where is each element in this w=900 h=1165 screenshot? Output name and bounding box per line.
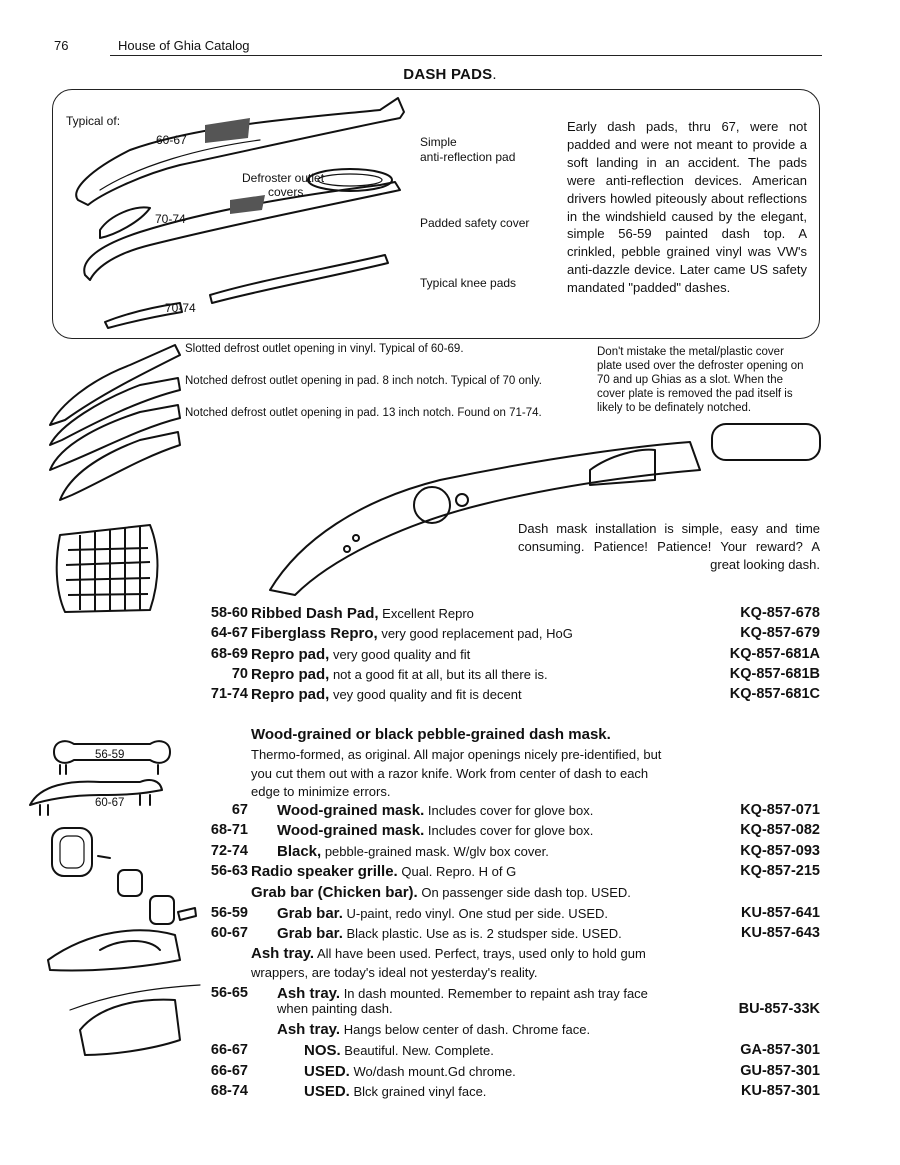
product-row-continued: when painting dash. BU-857-33K bbox=[277, 1001, 820, 1017]
ash-tray-hanging-heading: Ash tray. Hangs below center of dash. Chrome face. bbox=[277, 1021, 591, 1038]
defroster-label-line1: Defroster outlet bbox=[242, 171, 325, 185]
page-number: 76 bbox=[54, 38, 69, 53]
section-title: DASH PADS. bbox=[403, 66, 497, 83]
simple-label-line1: Simple bbox=[420, 135, 457, 149]
product-row: 68-69 Repro pad, very good quality and fit KQ-857-681A bbox=[210, 646, 820, 663]
product-row: 66-67 NOS. Beautiful. New. Complete. GA-857-301 bbox=[210, 1042, 820, 1059]
padded-label: Padded safety cover bbox=[420, 216, 530, 230]
product-row: 67 Wood-grained mask. Includes cover for glove box. KQ-857-071 bbox=[231, 802, 820, 819]
ash-tray-heading: Ash tray. All have been used. Perfect, trays, used only to hold gum wrappers, are today's ideal not yesterday's reality. bbox=[251, 945, 646, 980]
product-row: 58-60 Ribbed Dash Pad, Excellent Repro KQ-857-678 bbox=[210, 605, 820, 622]
product-row: 60-67 Grab bar. Black plastic. Use as is. 2 studsper side. USED. KU-857-643 bbox=[210, 925, 820, 942]
defrost-note-2: Notched defrost outlet opening in pad. 8 inch notch. Typical of 70 only. bbox=[185, 375, 542, 387]
intro-text: Early dash pads, thru 67, were not padded and were not meant to provide a soft landing in an accident. The pads were anti-reflection devices. American drivers howled piteously about reflections in the windshield caused by the elegant, simple 56-59 painted dash top. A crinkled, pebble grained vinyl was VW's anti-dazzle device. Later came US safety mandated "padded" dashes. bbox=[567, 119, 807, 296]
product-row: 56-59 Grab bar. U-paint, redo vinyl. One stud per side. USED. KU-857-641 bbox=[210, 905, 820, 922]
product-row: 72-74 Black, pebble-grained mask. W/glv box cover. KQ-857-093 bbox=[210, 843, 820, 860]
product-row: 71-74 Repro pad, vey good quality and fit is decent KQ-857-681C bbox=[210, 686, 820, 703]
product-row: 56-63 Radio speaker grille. Qual. Repro. H of G KQ-857-215 bbox=[210, 863, 820, 880]
mask-description: Thermo-formed, as original. All major openings nicely pre-identified, but you cut them out with a razor knife. Work from center of dash to each edge to minimize errors. bbox=[251, 747, 662, 799]
defrost-note-3: Notched defrost outlet opening in pad. 13 inch notch. Found on 71-74. bbox=[185, 407, 542, 419]
catalog-title: House of Ghia Catalog bbox=[118, 38, 250, 53]
product-row: 56-65 Ash tray. In dash mounted. Remember to repaint ash tray face bbox=[210, 985, 648, 1002]
knee-label: Typical knee pads bbox=[420, 276, 517, 290]
year-label-70-74-knee: 70-74 bbox=[165, 301, 196, 315]
product-row: 66-67 USED. Wo/dash mount.Gd chrome. GU-857-301 bbox=[210, 1063, 820, 1080]
typical-of-label: Typical of: bbox=[66, 114, 121, 128]
grab-bar-label-56-59: 56-59 bbox=[95, 749, 125, 761]
cover-plate-note: Don't mistake the metal/plastic cover plate used over the defroster opening on 70 and up Ghias as a slot. When the cover plate is removed the pad itself is likely to be definately notched. bbox=[597, 346, 804, 414]
grab-bar-label-60-67: 60-67 bbox=[95, 797, 125, 809]
defrost-note-1: Slotted defrost outlet opening in vinyl. Typical of 60-69. bbox=[185, 343, 464, 355]
year-label-60-67: 60-67 bbox=[156, 133, 187, 147]
year-label-70-74: 70-74 bbox=[155, 212, 186, 226]
product-row: 64-67 Fiberglass Repro, very good replacement pad, HoG KQ-857-679 bbox=[210, 625, 820, 642]
product-row: 68-71 Wood-grained mask. Includes cover for glove box. KQ-857-082 bbox=[210, 822, 820, 839]
mask-heading: Wood-grained or black pebble-grained dash mask. bbox=[251, 726, 611, 743]
installation-note: Dash mask installation is simple, easy and time consuming. Patience! Patience! Your reward? A great looking dash. bbox=[518, 521, 820, 572]
grab-bar-heading: Grab bar (Chicken bar). On passenger side dash top. USED. bbox=[251, 884, 631, 901]
product-row: 68-74 USED. Blck grained vinyl face. KU-857-301 bbox=[210, 1083, 820, 1100]
simple-label-line2: anti-reflection pad bbox=[420, 150, 516, 164]
defroster-label-line2: covers bbox=[268, 185, 304, 199]
product-row: 70 Repro pad, not a good fit at all, but its all there is. KQ-857-681B bbox=[231, 666, 820, 683]
